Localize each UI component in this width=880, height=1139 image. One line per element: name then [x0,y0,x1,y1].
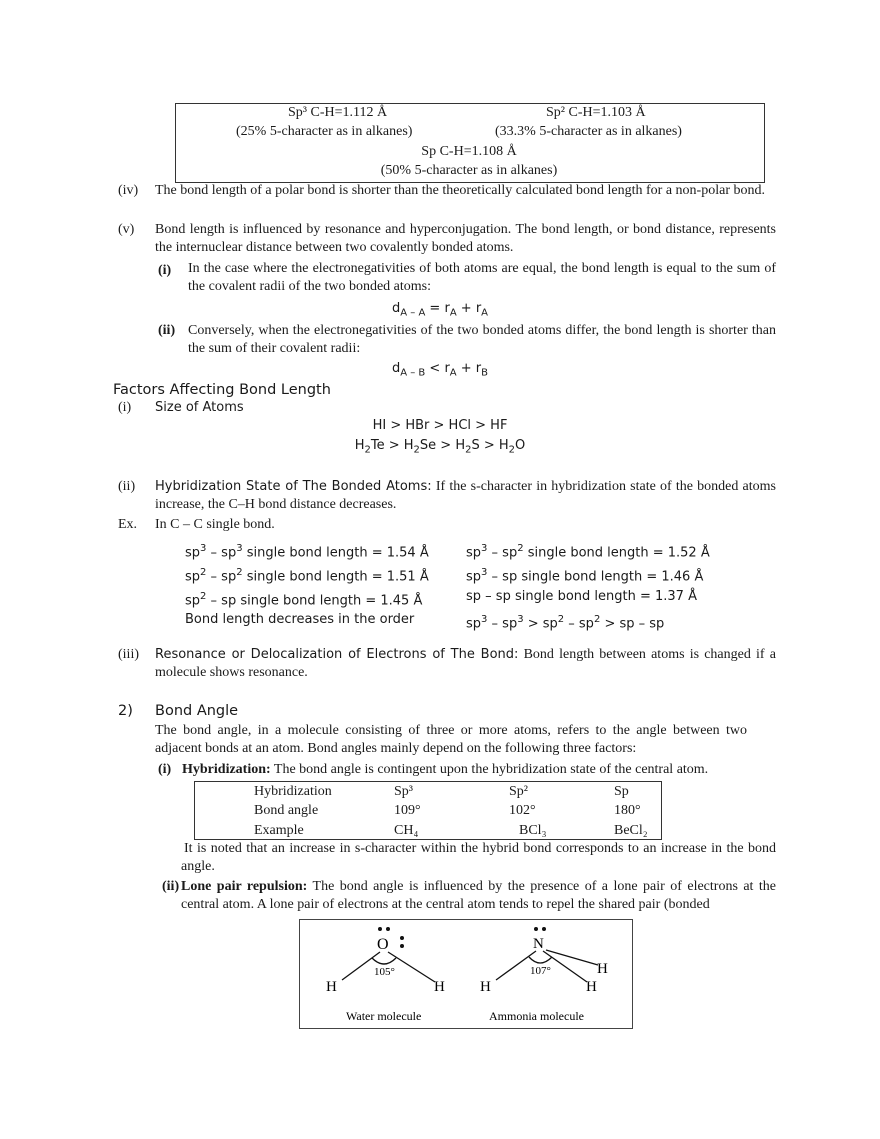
item-number: (i) [118,400,132,415]
hydride-order: $H_2Te > H_2Se > H_2S > H_2O$ [354,438,526,456]
cell: CH₄ [394,822,419,838]
paragraph-hybridization [155,478,776,514]
table [254,782,654,841]
item-number: (v) [118,222,135,237]
table-row [254,802,654,822]
hydrogen-atom: H [434,979,445,995]
item-number: (i) [158,762,172,777]
sp3-ch: Sp³ C-H=1.112 Å [288,105,388,120]
sp2-note: (33.3% 5-character as in alkanes) [495,124,682,139]
item-number: Ex. [118,517,138,532]
item-number: (iii) [118,647,139,662]
ex-row: $sp^2$ – sp single bond length = 1.45 Å [185,591,423,609]
cell: Sp³ [394,783,413,799]
hydrogen-atom: H [586,979,597,995]
sp-ch: Sp C-H=1.108 Å [421,144,517,159]
section-heading: Bond Angle [155,703,239,719]
cell: 109° [394,803,421,819]
ex-row: Bond length decreases in the order [185,612,415,627]
formula-differ: $d_{A - B} < r_A + r_B$ [391,361,489,379]
table-row [254,821,654,841]
hydrogen-atom: H [326,979,337,995]
water-caption: Water molecule [346,1009,422,1023]
cell: 102° [509,803,536,819]
formula-equal: $d_{A - A} = r_A + r_A$ [391,301,489,319]
ammonia-caption: Ammonia molecule [489,1009,584,1023]
ex-row: $sp^3 - sp^3 > sp^2 - sp^2$ > sp – sp [466,614,665,632]
paragraph-iv: The bond length of a polar bond is shorter than the theoretically calculated bond length for a non-polar bond. [155,183,765,198]
paragraph-resonance [155,646,776,682]
subheading: Size of Atoms [155,400,244,415]
paragraph-v: Bond length is influenced by resonance and hyperconjugation. The bond length, or bond distance, represents the internuclear distance between two covalently bonded atoms. [155,222,776,255]
text: If the s-character in hybridization state of the bonded atoms increase, the C–H bond distance decreases. [155,479,776,512]
item-number: (ii) [162,879,180,894]
water-angle-label: 105° [374,966,395,978]
nitrogen-atom: N [533,936,544,952]
section-heading: Factors Affecting Bond Length [113,382,331,398]
subheading: Resonance or Delocalization of Electrons of The Bond: [155,647,519,662]
item-number: (iv) [118,183,139,198]
cell: Example [254,822,304,838]
cell: Hybridization [254,783,332,799]
text: The bond angle is influenced by the presence of a lone pair of electrons at the central atom. A lone pair of electrons at the central atom tends to repel the shared pair (bonded [181,879,777,912]
ammonia-angle-label: 107° [530,965,551,977]
example-intro: In C – C single bond. [155,517,275,532]
table-row [254,782,654,802]
lone-pair-dots [378,927,546,948]
subheading: Lone pair repulsion: [181,879,308,894]
text: The bond angle is contingent upon the hybridization state of the central atom. [270,762,709,777]
sp3-note: (25% 5-character as in alkanes) [236,124,413,139]
sp-note: (50% 5-character as in alkanes) [380,163,558,178]
section-number: 2) [118,703,133,719]
cell: BeCl₂ [614,822,648,838]
subheading: Hybridization State of The Bonded Atoms: [155,479,432,494]
molecule-diagram [300,920,632,1028]
halide-order: HI > HBr > HCl > HF [372,418,508,433]
paragraph-hybridization-angle [182,761,708,779]
sp2-ch: Sp² C-H=1.103 Å [546,105,646,120]
paragraph-lone-pair [181,878,776,914]
ex-row: $sp^3 - sp^2$ single bond length = 1.52 Å [466,543,710,561]
ex-row: sp – sp single bond length = 1.37 Å [466,589,697,604]
molecule-figure [299,919,633,1029]
paragraph-v-i: In the case where the electronegativities of both atoms are equal, the bond length is equal to the sum of the covalent radii of the two bonded atoms: [188,261,776,294]
ex-row: $sp^2 - sp^2$ single bond length = 1.51 Å [185,567,429,585]
bond-angle-table [194,781,662,840]
subheading: Hybridization: [182,762,271,777]
cell: Bond angle [254,803,319,819]
paragraph-intro: The bond angle, in a molecule consisting of three or more atoms, refers to the angle between two adjacent bonds at an atom. Bond angles mainly depend on the following three factors: [155,723,747,756]
text: Bond length between atoms is changed if a molecule shows resonance. [155,647,776,680]
cell: BCl₃ [519,822,547,838]
item-number: (ii) [158,323,176,338]
item-number: (i) [158,263,172,278]
hydrogen-atom: H [597,961,608,977]
item-number: (ii) [118,479,136,494]
cell: Sp [614,783,629,799]
ex-row: $sp^3 - sp^3$ single bond length = 1.54 Å [185,543,429,561]
hydrogen-atom: H [480,979,491,995]
cell: 180° [614,803,641,819]
cell: Sp² [509,783,528,799]
ex-row: $sp^3$ – sp single bond length = 1.46 Å [466,567,704,585]
paragraph-v-ii: Conversely, when the electronegativities of the two bonded atoms differ, the bond length is shorter than the sum of their covalent radii: [188,323,776,356]
oxygen-atom: O [377,936,389,953]
paragraph-note: It is noted that an increase in s-character within the hybrid bond corresponds to an increase in the bond angle. [181,841,776,874]
